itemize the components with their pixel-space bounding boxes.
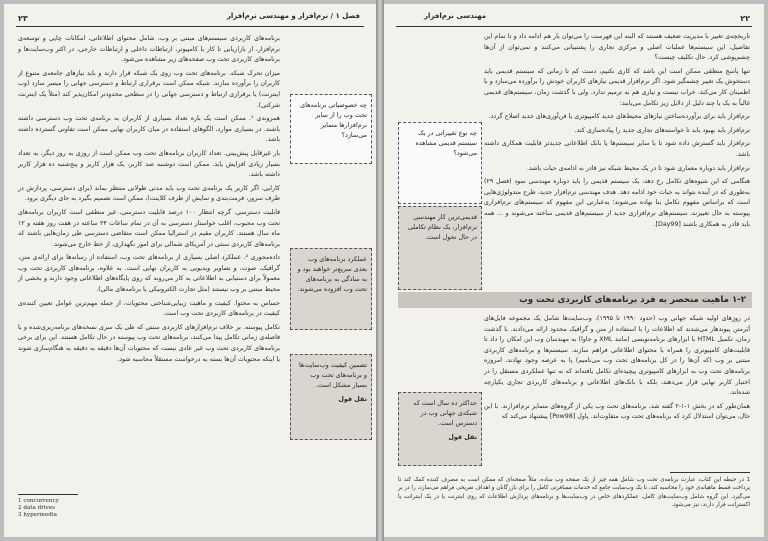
paragraph: حساس به محتوا. کیفیت و ماهیت زیبایی‌شناختی محتویات، از جمله مهم‌ترین عوامل تعیین کننده‌ی کیفیت در برنامه‌های کاربردی تحت وب است. <box>18 299 280 318</box>
margin-note-text: چه خصوصیاتی برنامه‌های تحت وب را از سایر نرم‌افزارها متمایز می‌سازد؟ <box>300 101 367 139</box>
right-body-text-top <box>484 32 750 233</box>
header-rule <box>16 26 364 27</box>
book-gutter <box>376 0 384 541</box>
margin-quote-text: عملکرد برنامه‌های وب بعدی سریع‌تر خواهند بود و به سادگی به برنامه‌های تحت وب افزوده می‌شوند. <box>297 255 367 293</box>
paragraph: برنامه‌های کاربردی سیستم‌های مبتنی بر وب، شامل محتوای اطلاعاتی، امکانات چاپی و توسعه‌ی نرم‌افزار، از بازاریابی تا کار با کامپیوتر، ارتباطات داخلی و ارتباطات خارجی، در اکثر وب‌سایت‌ها و برنامه‌های کاربردی تحت وب صفحه‌های زیر مشاهده می‌شود. <box>18 35 280 64</box>
left-page <box>4 4 376 537</box>
bullet-item: نرم‌افزار باید بهبود یابد تا خواسته‌های تجاری جدید را پیاده‌سازی کند. <box>574 126 750 134</box>
section-heading: ۱-۲ ماهیت منحصر به فرد برنامه‌های کاربردی تحت وب <box>398 292 752 308</box>
running-header: فصل ۱ / نرم‌افزار و مهندسی نرم‌افزار <box>226 12 360 20</box>
margin-quote-text: تضمین کیفیت وب‌سایت‌ها و برنامه‌های تحت وب بسیار مشکل است. <box>298 361 367 389</box>
paragraph: داده‌محوری ². عملکرد اصلی بسیاری از برنامه‌های تحت وب، استفاده از رسانه‌ها برای ارائه‌ی متن، گرافیک، صوت، و تصاویر ویدیویی به کاربران نهایی است. به علاوه، برنامه‌های کاربردی تحت وب معمولاً برای دستیابی به اطلاعاتی به کار می‌روند که روی پایگاه‌های اطلاعاتی وجود دارند و بخشی از محیط مبتنی بر وب نیستند (مثل تجارت الکترونیکی یا برنامه‌های مالی). <box>18 254 280 294</box>
quote-label: نقل قول <box>338 395 367 403</box>
footnote <box>398 476 750 510</box>
margin-quote <box>290 248 372 330</box>
left-body-text <box>18 34 280 368</box>
bullet-item: نرم‌افزار باید برای برآورده‌ساختن نیازهای محیط‌های جدید کامپیوتری یا فن‌آوری‌های جدید اصلاح گردد. <box>488 113 750 121</box>
footnote-number: 1 <box>746 477 750 483</box>
margin-quote <box>290 354 372 440</box>
right-body-text-bottom <box>484 314 750 426</box>
page-number: ۲۲ <box>740 14 750 23</box>
quote-label: نقل قول <box>448 433 477 441</box>
footnote-term: data drives <box>23 505 56 511</box>
footnote-number: 2 <box>18 505 22 511</box>
margin-note <box>290 94 372 164</box>
paragraph: تکامل پیوسته. بر خلاف نرم‌افزارهای کاربردی سنتی که طی یک سری نسخه‌های برنامه‌ریزی‌شده و با فاصله‌ی زمانی تکامل پیدا می‌کنند، برنامه‌های تحت وب پیوسته در حال تکامل هستند. این برای برخی برنامه‌های کاربردی تحت وب غیر عادی نیست که محتویات آن‌ها دقیقه به دقیقه به هنگام‌سازی شوند یا اینکه محتویات آن‌ها بسته به درخواست مستقلاً محاسبه شود. <box>18 323 280 363</box>
margin-quote <box>398 206 482 290</box>
footnote-number: 1 <box>18 498 22 504</box>
paragraph: بار غیرقابل پیش‌بینی. تعداد کاربران برنامه‌های تحت وب ممکن است از روزی به روز دیگر، به تعداد بسیار زیادی افزایش یابد. ممکن است دوشنبه صد کاربر، یک هزار کاربر و پنج‌شنبه ده هزار کاربر داشته باشد. <box>18 149 280 179</box>
footnote-text: در حیطه این کتاب، عبارت برنامه‌ی تحت وب شامل همه چیز از یک صفحه وب ساده، مثلاً صفحه‌ای که ممکن است به مصرف کننده کمک کند تا پرداخت قسط ماهیانه‌ی خود را محاسبه کند، تا یک وب‌سایت جامع که خدمات مسافرتی کامل را برای بازرگانان و اهداف تفریحی فراهم می‌سازد، را در بر می‌گیرد. این گروه شامل وب‌سایت‌های کامل، عملکردهای خاص در وب‌سایت‌ها و برنامه‌های پردازش اطلاعات که روی اینترنت یا در یک اینترانت یا اکسترانت قرار دارند، نیز می‌شود. <box>398 477 750 509</box>
margin-quote-text: قدیمی‌ترین کار مهندسی نرم‌افزار، یک نظام تکاملی در حال تحول است. <box>407 213 477 241</box>
bullet-item: نرم‌افزار باید گسترش داده شود تا با سایر سیستم‌ها یا بانک اطلاعاتی جدیدتر قابلیت همکاری داشته باشد. <box>484 140 750 158</box>
footnote-rule <box>670 472 750 473</box>
margin-note <box>398 122 482 204</box>
right-page <box>384 4 764 537</box>
paragraph: قابلیت دسترسی. گرچه انتظار ۱۰۰ درصد قابلیت دسترسی، غیر منطقی است کاربران برنامه‌های تحت وب محبوب، اغلب خواستار دسترسی به آن در تمام ساعات ۲۴ ساعته در هفت روز هفته و ۱۲ ماه سال هستند. کاربران مقیم در استرالیا ممکن است متقاضی دسترسی طی زمان‌هایی باشند که برنامه‌های کاربردی سنتی در آمریکای شمالی برای امور نگهداری، از خط خارج می‌شوند. <box>18 208 281 248</box>
paragraph: در روزهای اولیه شبکه جهانی وب (حدود ۱۹۹۰ تا ۱۹۹۵)، وب‌سایت‌ها شامل یک مجموعه فایل‌های اَبَرمتن پیوندهار می‌شدند که اطلاعات را با استفاده از متن و گرافیک محدود ارائه می‌دادند. با گذشت زمان، تکمیل HTML با ابزارهای برنامه‌نویسی (مانند XML و جاوا) به مهندسان وب این امکان را داد تا قابلیت‌های کامپیوتری را همراه با محتوای اطلاعاتی فراهم سازند. سیستم‌ها و برنامه‌های کاربردی مبتنی بر وب (که آن‌ها را در کل برنامه‌های تحت وب می‌نامیم) پا به عرصه وجود نهادند. امروزه برنامه‌های تحت وب به ابزارهای کامپیوتری پیچیده‌ای تکامل یافته‌اند که نه تنها عملکردی مستقل را در اختیار کاربر نهایی قرار می‌دهند، بلکه با بانک‌های اطلاعاتی و برنامه‌های کاربردی تجاری یکپارچه شده‌اند. <box>484 315 750 397</box>
bullet-item: نرم‌افزار باید دوباره معماری شود تا در یک محیط شبکه نیز قادر به ادامه‌ی حیات باشد. <box>526 164 750 172</box>
footnotes <box>18 498 59 519</box>
margin-quote <box>398 392 482 466</box>
paragraph: همان‌طور که در بخش ۱-۱-۲ گفته شد، برنامه‌های تحت وب یکی از گروه‌های متمایز نرم‌افزارند. با این حال، می‌توان استدلال کرد که برنامه‌های تحت وب متفاوت‌اند. پاول [Pow98] پیشنهاد می‌کند که <box>484 402 750 421</box>
paragraph: هنگامی که این شیوه‌های تکامل رخ دهد، یک سیستم قدیمی را باید دوباره مهندسی نمود (فصل ۲۹) به‌طوری که در آینده بتواند به حیات خود ادامه دهد. هدف مهندسی نرم‌افزار جدید، طرح متدولوژی‌هایی است که براساس مفهوم تکامل بنا نهاده می‌شوند؛ به‌عبارتی این مفهوم که سیستم‌های نرم‌افزاری پیوسته به حال تغییرند، سیستم‌های نرم‌افزاری جدید از سیستم‌های قدیمی ساخته می‌شوند و ... همه باید قادر به همکاری باشند [Day99]. <box>484 178 750 228</box>
margin-quote-text: حداکثر ده سال است که شبکه‌ی جهانی وب در دسترس است. <box>413 399 477 427</box>
paragraph: کارایی. اگر کاربر یک برنامه‌ی تحت وب باید مدتی طولانی منتظر بماند (برای دسترسی، پردازش در طرف سرور، فرمت‌بندی و نمایش از طرف کلاینت)، ممکن است تصمیم بگیرد به جای دیگری برود. <box>18 184 280 203</box>
header-rule <box>396 26 752 27</box>
footnote-rule <box>18 494 78 495</box>
footnote-number: 3 <box>18 512 22 518</box>
paragraph: تاریخچه‌ی تغییر با مدیریت ضعیف هستند که البته این فهرست را می‌توان بار هم ادامه داد و تا تمام این تفاصیل، این سیستم‌ها عملیات اصلی و مرکزی تجاری را پشتیبانی می‌کنند و نمی‌توان از آن‌ها چشم‌پوشی کرد. حال تکلیف چیست؟ <box>484 33 750 62</box>
paragraph: تنها پاسخ منطقی ممکن است این باشد که کاری نکنیم، دست کم تا زمانی که سیستم قدیمی باید دستخوش یک تغییر چشمگیر شود. اگر نرم‌افزار قدیمی نیازهای کاربران خودش را برآورده می‌سازد و با اطمینان کار می‌کند، خراب نیست و نیازی هم به ترمیم ندارد. ولی با گذشت زمان، سیستم‌های قدیمی غالباً به یک یا چند دلیل از دلایل زیر تکامل می‌یابند: <box>484 67 750 107</box>
margin-note-text: چه نوع تغییراتی در یک سیستم قدیمی مشاهده می‌شود؟ <box>415 129 477 157</box>
paragraph: میزان تحرک شبکه. برنامه‌های تحت وب روی یک شبکه قرار دارند و باید نیازهای جامعه‌ی متنوع از کاربران را برآورده سازند. شبکه ممکن است برقراری ارتباط و دسترسی جهانی را میسر سازد (وب اینترنت) یا برقراری ارتباط و دسترسی جهانی را در سطحی محدودتر امکان‌پذیر کند (مثلاً یک اینترنت شرکتی). <box>18 69 280 109</box>
page-number: ۲۳ <box>18 14 28 23</box>
footnote-term: concurrency <box>23 498 59 504</box>
footnote-term: hypermedia <box>23 512 57 518</box>
paragraph: همروندی ¹. ممکن است یک باره تعداد بسیاری از کاربران به برنامه‌ی تحت وب دسترسی داشته باشند. در بسیاری موارد، الگوهای استفاده در میان کاربران نهایی ممکن است تفاوتی گسترده داشته باشد. <box>18 115 280 144</box>
running-header: مهندسی نرم‌افزار <box>424 12 487 20</box>
